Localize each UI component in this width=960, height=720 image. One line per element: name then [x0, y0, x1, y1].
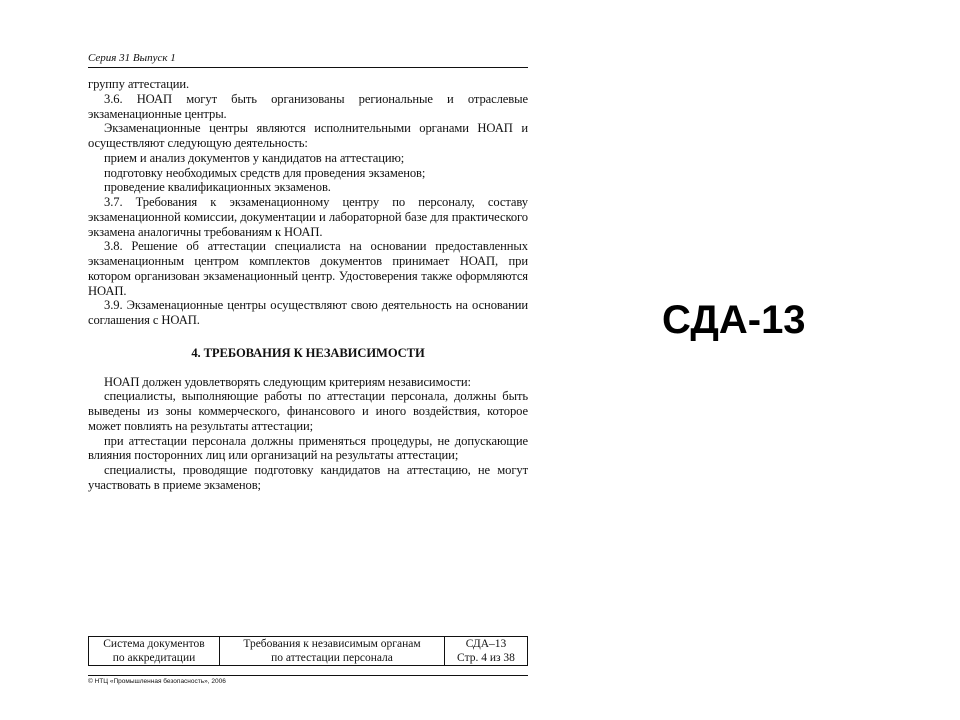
- list-item: подготовку необходимых средств для проведения экзаменов;: [104, 165, 426, 180]
- paragraph: 3.7. Требования к экзаменационному центру по персоналу, составу экзаменационной комиссии, документации и лабораторной базе для практического экзамена аналогичны требованиям к НОАП.: [88, 195, 528, 239]
- section-title: 4. ТРЕБОВАНИЯ К НЕЗАВИСИМОСТИ: [191, 345, 425, 360]
- paragraph: 3.9. Экзаменационные центры осуществляют свою деятельность на основании соглашения с НОАП.: [88, 298, 528, 327]
- footer-text: СДА–13: [465, 638, 507, 650]
- body-text: [88, 77, 528, 493]
- list-item: прием и анализ документов у кандидатов на аттестацию;: [104, 150, 405, 165]
- paragraph: специалисты, проводящие подготовку кандидатов на аттестацию, не могут участвовать в приеме экзаменов;: [88, 463, 528, 492]
- footer-text: Требования к независимым органам: [243, 638, 421, 650]
- footer-text: по аккредитации: [112, 652, 196, 664]
- footer-cell-code: [445, 637, 528, 666]
- document-page: [88, 52, 528, 692]
- footer-table: [88, 636, 528, 666]
- paragraph: Экзаменационные центры являются исполнительными органами НОАП и осуществляют следующую деятельность:: [88, 121, 528, 150]
- copyright: © НТЦ «Промышленная безопасность», 2006: [88, 675, 528, 685]
- footer-cell-title: [220, 637, 445, 666]
- document-code-badge: СДА-13: [662, 298, 806, 342]
- paragraph: при аттестации персонала должны применяться процедуры, не допускающие влияния посторонних лиц или организаций на результаты аттестации;: [88, 433, 528, 463]
- paragraph: группу аттестации.: [88, 77, 190, 91]
- footer-text: по аттестации персонала: [271, 652, 393, 664]
- footer-cell-system: [89, 637, 220, 666]
- paragraph: НОАП должен удовлетворять следующим критериям независимости:: [104, 374, 471, 389]
- paragraph: специалисты, выполняющие работы по аттестации персонала, должны быть выведены из зоны коммерческого, финансового и иного воздействия, которое может повлиять на результаты аттестации;: [88, 389, 528, 433]
- paragraph: 3.6. НОАП могут быть организованы региональные и отраслевые экзаменационные центры.: [88, 91, 528, 121]
- footer-text: Стр. 4 из 38: [457, 652, 515, 664]
- page-header: Серия 31 Выпуск 1: [88, 52, 528, 68]
- footer-text: Система документов: [103, 638, 205, 650]
- list-item: проведение квалификационных экзаменов.: [104, 180, 331, 195]
- paragraph: 3.8. Решение об аттестации специалиста на основании предоставленных экзаменационным центром комплектов документов принимает НОАП, при котором организован экзаменационный центр. Удостоверения также оформляются НОАП.: [88, 239, 528, 298]
